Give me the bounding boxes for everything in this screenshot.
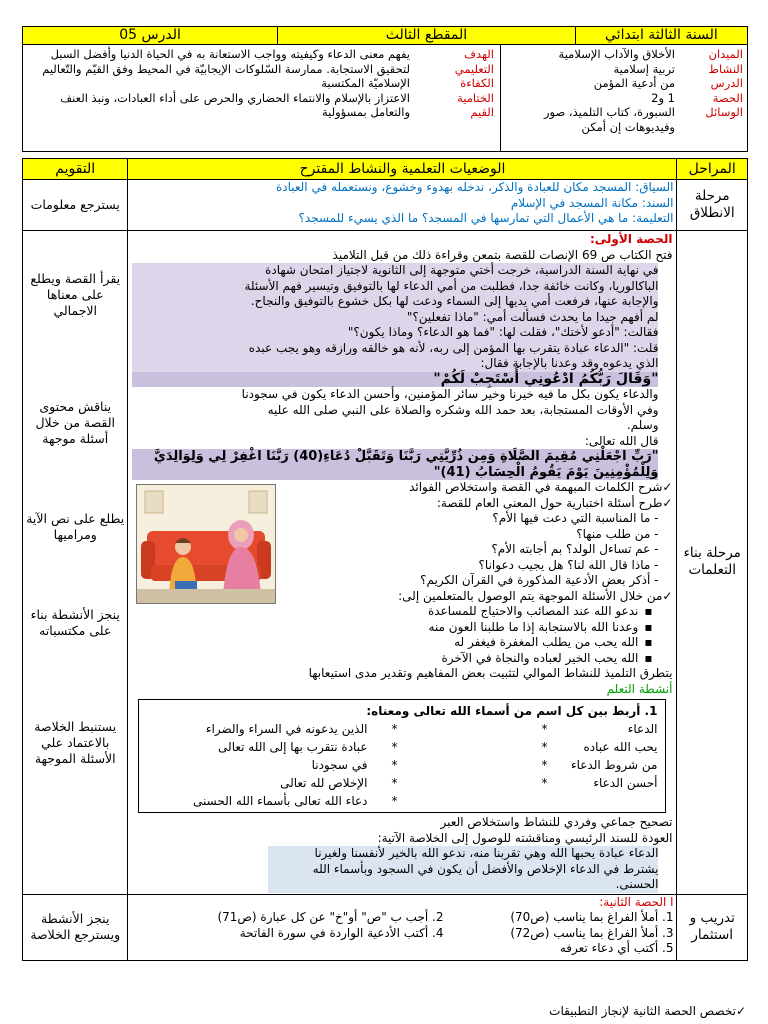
lesson-main-table	[22, 158, 748, 961]
header-lesson: الدرس 05	[23, 27, 278, 45]
phase-build: مرحلة بناء التعلمات	[677, 231, 748, 895]
goal-labels: الهدف التعليمي الكفاءة الختامية القيم	[416, 45, 501, 151]
session1-title: الحصة الأولى:	[589, 232, 673, 246]
activity-title: 1. أربط بين كل اسم من أسماء الله تعالى ومعناه:	[366, 704, 658, 718]
question-list: - ما المناسبة التي دعت فيها الأم؟ - من طلب منها؟ - عم تساءل الولد؟ بم أجابته الأم؟ - ماذا قال الله لنا؟ هل يجيب دعوانا؟ - أذكر بعض الأدعية المذكورة في القرآن الكريم؟	[132, 511, 658, 589]
story: في نهاية السنة الدراسية، خرجت أختي متوجهة إلى الثانوية لاجتياز امتحان شهادة الباكالوريا، وكانت خائفة جدا، فطلبت من أمي الدعاء لها بالتوفيق وتيسير فهم الأسئلة والإجابة عنها، فرفعت أمي يديها إلى السماء ودعت لها بكل خشوع بالتوفيق والنجاح. لم أفهم جيدا ما يحدث فسألت أمي: "ماذا تفعلين؟" فقالت: "أدعو لأختك"، فقلت لها: "فما هو الدعاء؟ وماذا يكون؟" قلت: "الدعاء عبادة يتقرب بها المؤمن إلى ربه، لأنه هو خالقه ورازقه وهو يجب عبده الذي يدعوه وقد وعدنا بالإجابة فقال:	[132, 263, 658, 372]
matching-grid: الدعاء * * الذين يدعونه في السراء والضراء يحب الله عباده * * عبادة نتقرب بها إلى الله تعالى من شروط الدعاء * * في سجودنا أحسن الدعاء * * الإخلاص لله تعالى * دعاء الله تعالى بأسماء الله الحسنى	[193, 722, 658, 808]
header-values: الأخلاق والآداب الإسلامية تربية إسلامية من أدعية المؤمن 1 و2 السبورة، كتاب التلميذ، صور وفيديوهات إن أمكن	[543, 47, 675, 134]
goal-text: يفهم معنى الدعاء وكيفيته وواجب الاستعانة به في الحياة الدنيا وأفضل السبل لتحقيق الاستجابة. ممارسة السّلوكات الإيجابيّة في المحيط وفق القيّم والتّعاليم الإسلاميّة المكتسبة الاعتزاز بالإسلام والانتماء الحضاري والحرص على أداء العبادات، ونبذ العنف والتعامل بمسؤولية	[42, 47, 410, 119]
transition-text: يتطرق التلميذ للنشاط الموالي لتثبيت بعض المفاهيم وتقدير مدى استيعابها	[308, 666, 673, 680]
launch-eval: يسترجع معلومات	[23, 180, 128, 231]
launch-content: السياق: المسجد مكان للعبادة والذكر، ندخله بهدوء وخشوع، ونستعمله في العبادة السند: مكانة المسجد في الإسلام التعليمة: ما هي الأعمال التي تمارسها في المسجد؟ ما الذي يسيء للمسجد؟	[128, 180, 677, 231]
header-section: المقطع الثالث	[278, 27, 576, 45]
col-phases: المراحل	[677, 159, 748, 180]
practice-content: ا الحصة الثانية: 1. أملأ الفراغ بما يناسب (ص70) 3. أملأ الفراغ بما يناسب (ص72) 5. أكتب أي دعاء تعرفه 2. أجب ب "ص" أو"خ" عن كل عبارة (ص71) 4. أكتب الأدعية الواردة في سورة الفاتحة	[128, 894, 677, 960]
header-year: السنة الثالثة ابتدائي	[575, 27, 747, 45]
build-content: الحصة الأولى: فتح الكتاب ص 69 الإنصات للقصة بتمعن وقراءة ذلك من قبل التلاميذ في نهاية السنة الدراسية، خرجت أختي متوجهة إلى الثانوية لاجتياز امتحان شهادة الباكالوريا، وكانت خائفة جدا، فطلبت من أمي الدعاء لها بالتوفيق وتيسير فهم الأسئلة والإجابة عنها، فرفعت أمي يديها إلى السماء ودعت لها بكل خشوع بالتوفيق والنجاح. لم أفهم جيدا ما يحدث فسألت أمي: "ماذا تفعلين؟" فقالت: "أدعو لأختك"، فقلت لها: "فما هو الدعاء؟ وماذا يكون؟" قلت: "الدعاء عبادة يتقرب بها المؤمن إلى ربه، لأنه هو خالقه ورازقه وهو يجب عبده الذي يدعوه وقد وعدنا بالإجابة فقال: "وَقَالَ رَبُّكُمُ ادْعُونِي أَسْتَجِبْ لَكُمْ" والدعاء يكون بكل ما فيه خيرنا وخير سائر المؤمنين، وأحسن الدعاء يكون في سجودنا وفي الأوقات المستجابة، بعد حمد الله وشكره والصلاة على النبي صلى الله عليه وسلم. قال الله تعالى: "رَبِّ اجْعَلْنِي مُقِيمَ الصَّلَاةِ وَمِن ذُرِّيَّتِي رَبَّنَا وَتَقَبَّلْ دُعَاءِ(40) رَبَّنَا اغْفِرْ لِي وَلِوَالِدَيَّ وَلِلْمُؤْمِنِينَ يَوْمَ يَقُومُ الْحِسَابُ (41)" ✓شرح الكلمات المبهمة في القصة واستخلاص الفوائد ✓طرح أسئلة اختبارية حول المعنى العام للقصة: - ما المناسبة التي دعت فيها الأم؟ - من طلب منها؟ - عم تساءل الولد؟ بم أجابته الأم؟ - ماذا قال الله لنا؟ هل يجيب دعوانا؟ - أذكر بعض الأدعية المذكورة في القرآن الكريم؟ ✓من خلال الأسئلة الموجهة يتم الوصول بالمتعلمين إلى: ▪ ندعو الله عند المصائب والاحتياج للمساعدة ▪ وعدنا الله بالاستجابة إذا ما طلبنا العون منه ▪ الله يحب من يطلب المغفرة فيغفر له ▪ الله يحب الخير لعباده والنجاة في الآخرة يتطرق التلميذ للنشاط الموالي لتثبيت بعض المفاهيم وتقدير مدى استيعابها أنشطة التعلم 1. أربط بين كل اسم من أسماء الله تعالى ومعناه: الدعاء * * الذين يدعونه في السراء والضراء يحب الله عباده * * عبادة نتقرب بها إلى الله تعالى من شروط الدعاء * * في سجودنا أحسن الدعاء * * الإخلاص لله تعالى * دعاء الله تعالى بأسماء الله الحسنى تصحيح جماعي وفردي للنشاط واستخلاص العبر العودة للسند الرئيسي ومناقشته للوصول إلى الخلاصة الآتية: الدعاء عبادة يحبها الله وهي تقربنا منه، ندعو الله بالخير لأنفسنا ولغيرنا يشترط في الدعاء الإخلاص والأفضل أن يكون في السجود وبأسماء الله الحسنى.	[128, 231, 677, 895]
summary-box: الدعاء عبادة يحبها الله وهي تقربنا منه، ندعو الله بالخير لأنفسنا ولغيرنا يشترط في الدعاء الإخلاص والأفضل أن يكون في السجود وبأسماء الله الحسنى.	[268, 846, 658, 893]
story-illustration	[136, 484, 276, 604]
header-labels: الميدان النشاط الدرس الحصة الوسائل	[705, 47, 743, 119]
col-activities: الوضعيات التعلمية والنشاط المقترح	[128, 159, 677, 180]
mother-child-praying-image	[137, 485, 275, 603]
practice-eval: ينجز الأنشطة ويسترجع الخلاصة	[23, 894, 128, 960]
conclusion-list: ▪ ندعو الله عند المصائب والاحتياج للمساعدة ▪ وعدنا الله بالاستجابة إذا ما طلبنا العون منه ▪ الله يحب من يطلب المغفرة فيغفر له ▪ الله يحب الخير لعباده والنجاة في الآخرة	[132, 604, 652, 666]
phase-practice: تدريب و استثمار	[677, 894, 748, 960]
check-item: ✓من خلال الأسئلة الموجهة يتم الوصول بالمتعلمين إلى:	[398, 588, 673, 603]
activities-title: أنشطة التعلم	[606, 681, 673, 696]
build-intro: فتح الكتاب ص 69 الإنصات للقصة بتمعن وقراءة ذلك من قبل التلاميذ	[332, 247, 673, 262]
story-2: والدعاء يكون بكل ما فيه خيرنا وخير سائر المؤمنين، وأحسن الدعاء يكون في سجودنا وفي الأوقات المستجابة، بعد حمد الله وشكره والصلاة على النبي صلى الله عليه وسلم. قال الله تعالى:	[241, 387, 659, 448]
footer-note: ✓تخصص الحصة الثانية لإنجاز التطبيقات	[549, 1004, 746, 1018]
lesson-header-table	[22, 26, 748, 152]
build-evals: يقرأ القصة ويطلع على معناها الاجمالي يناقش محتوى القصة من خلال أسئلة موجهة يطلع على نص الآية ومراميها ينجز الأنشطة بناء على مكتسباته يستنبط الخلاصة بالاعتماد علي الأسئلة الموجهة	[23, 231, 128, 895]
session2-title: ا الحصة الثانية:	[599, 894, 674, 909]
check-item: ✓طرح أسئلة اختبارية حول المعنى العام للقصة:	[436, 495, 673, 510]
activity-box	[138, 699, 666, 813]
phase-launch: مرحلة الانطلاق	[677, 180, 748, 231]
verse-1: "وَقَالَ رَبُّكُمُ ادْعُونِي أَسْتَجِبْ لَكُمْ"	[132, 372, 658, 388]
col-evaluation: التقويم	[23, 159, 128, 180]
check-item: ✓شرح الكلمات المبهمة في القصة واستخلاص الفوائد	[409, 480, 673, 494]
verse-2: "رَبِّ اجْعَلْنِي مُقِيمَ الصَّلَاةِ وَمِن ذُرِّيَّتِي رَبَّنَا وَتَقَبَّلْ دُعَاءِ(40) رَبَّنَا اغْفِرْ لِي وَلِوَالِدَيَّ وَلِلْمُؤْمِنِينَ يَوْمَ يَقُومُ الْحِسَابُ (41)"	[132, 449, 658, 480]
